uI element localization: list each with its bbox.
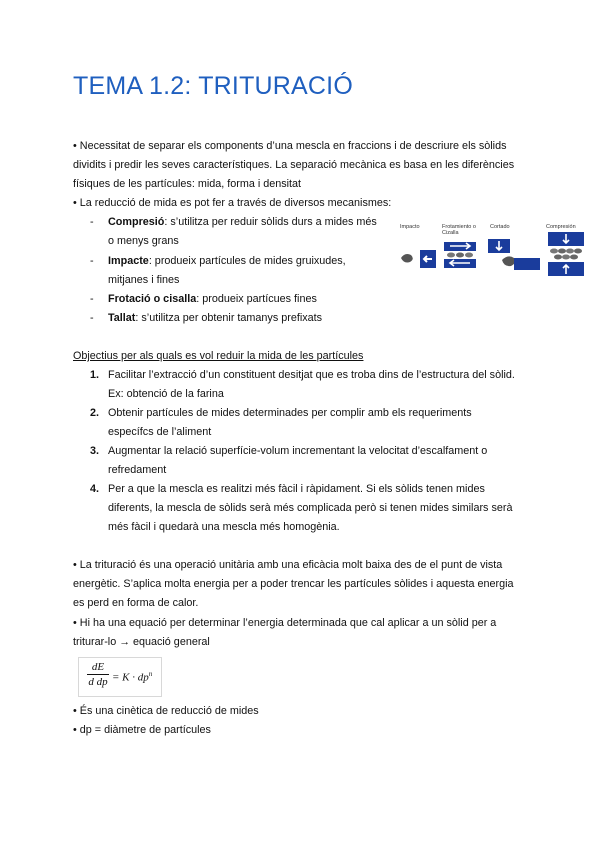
mechanism-compresio-cont: o menys grans xyxy=(108,235,179,247)
mechanism-text: : produeix partícules de mides gruixudes, xyxy=(148,255,346,267)
mechanism-dash: - xyxy=(90,216,94,228)
impact-diagram xyxy=(401,250,436,268)
energy-p2-line-1: • Hi ha una equació per determinar l’energia determinada que cal aplicar a un sòlid per a xyxy=(73,617,497,629)
page-title: TEMA 1.2: TRITURACIÓ xyxy=(73,72,353,100)
energy-p2-line-2: triturar-lo → equació general xyxy=(73,636,210,648)
general-equation xyxy=(78,657,162,697)
shear-diagram xyxy=(444,242,476,268)
objective-3-line-2: refredament xyxy=(108,464,167,476)
equation-exponent: n xyxy=(148,670,153,678)
objective-4-line-3: més fàcil i quedarà una mescla més homogènia. xyxy=(108,521,340,533)
mechanism-text: : s’utilitza per reduir sòlids durs a mides més xyxy=(164,216,377,228)
objective-1-line-2: Ex: obtenció de la farina xyxy=(108,388,224,400)
objective-number: 1. xyxy=(90,369,100,381)
intro-bullet-2: • La reducció de mida es pot fer a través de diversos mecanismes: xyxy=(73,197,392,209)
cutting-diagram xyxy=(488,239,540,270)
equation-rhs-text: = K · dp xyxy=(112,671,149,684)
objectives-heading-text: Objectius per als quals es vol reduir la mida de les partícules xyxy=(73,350,364,362)
objective-4-line-1: Per a que la mescla es realitzi més fàcil i ràpidament. Si els sòlids tenen mides xyxy=(108,483,485,495)
objective-number: 2. xyxy=(90,407,100,419)
objective-1-line-1: Facilitar l’extracció d’un constituent desitjat que es troba dins de l’estructura del sòlid. xyxy=(108,369,515,381)
objective-number: 4. xyxy=(90,483,100,495)
figure-label-compresion: Compresión xyxy=(546,224,576,230)
mechanism-term: Tallat xyxy=(108,312,136,324)
mechanism-term: Compresió xyxy=(108,216,165,228)
intro-bullet-1-line-2: dividits i predir les seves característiques. La separació mecànica es basa en les diferències xyxy=(73,159,515,171)
mechanism-term: Impacte xyxy=(108,255,149,267)
objectives-heading xyxy=(73,347,533,366)
figure-label-frotamiento: Frotamiento o Cizalla xyxy=(442,224,476,236)
energy-p1-line-3: es perd en forma de calor. xyxy=(73,597,199,609)
mechanism-dash: - xyxy=(90,255,94,267)
fraction-bar xyxy=(87,674,109,675)
intro-bullet-1-line-1: • Necessitat de separar els components d’una mescla en fraccions i de descriure els sòlids xyxy=(73,140,507,152)
mechanism-dash: - xyxy=(90,293,94,305)
objective-number: 3. xyxy=(90,445,100,457)
equation-rhs xyxy=(112,670,152,684)
mechanism-frotacio xyxy=(108,290,317,309)
objective-2-line-1: Obtenir partícules de mides determinades per complir amb els requeriments xyxy=(108,407,472,419)
figure-label-impacto: Impacto xyxy=(400,224,420,230)
size-reduction-mechanisms-figure xyxy=(398,224,590,280)
objective-2-line-2: específcs de l’aliment xyxy=(108,426,212,438)
note-2: • dp = diàmetre de partícules xyxy=(73,724,211,736)
mechanism-impacte-cont: mitjanes i fines xyxy=(108,274,180,286)
mechanism-text: : s’utilitza per obtenir tamanys prefixats xyxy=(135,312,323,324)
mechanism-term: Frotació o cisalla xyxy=(108,293,197,305)
mechanism-dash: - xyxy=(90,312,94,324)
equation-fraction xyxy=(87,661,109,688)
mechanism-text: : produeix partícues fines xyxy=(196,293,317,305)
mechanism-impacte xyxy=(108,252,346,271)
note-1: • És una cinètica de reducció de mides xyxy=(73,705,259,717)
mechanisms-illustration xyxy=(398,224,590,280)
energy-p1-line-1: • La trituració és una operació unitària amb una eficàcia molt baixa des de el punt de vista xyxy=(73,559,503,571)
objective-4-line-2: diferents, la mescla de sòlids serà més complicada però si tenen mides similars serà xyxy=(108,502,513,514)
equation-numerator: dE xyxy=(91,661,105,673)
mechanism-tallat xyxy=(108,309,322,328)
mechanism-compresio xyxy=(108,213,377,232)
equation-denominator: d dp xyxy=(88,676,108,688)
energy-p1-line-2: energètic. S’aplica molta energia per a poder trencar les partícules sòlides i aquesta energia xyxy=(73,578,514,590)
compression-diagram xyxy=(548,232,584,276)
objective-3-line-1: Augmentar la relació superfície-volum incrementant la velocitat d’escalfament o xyxy=(108,445,488,457)
figure-label-cortado: Cortado xyxy=(490,224,510,230)
intro-bullet-1-line-3: físiques de les partícules: mida, forma i densitat xyxy=(73,178,302,190)
